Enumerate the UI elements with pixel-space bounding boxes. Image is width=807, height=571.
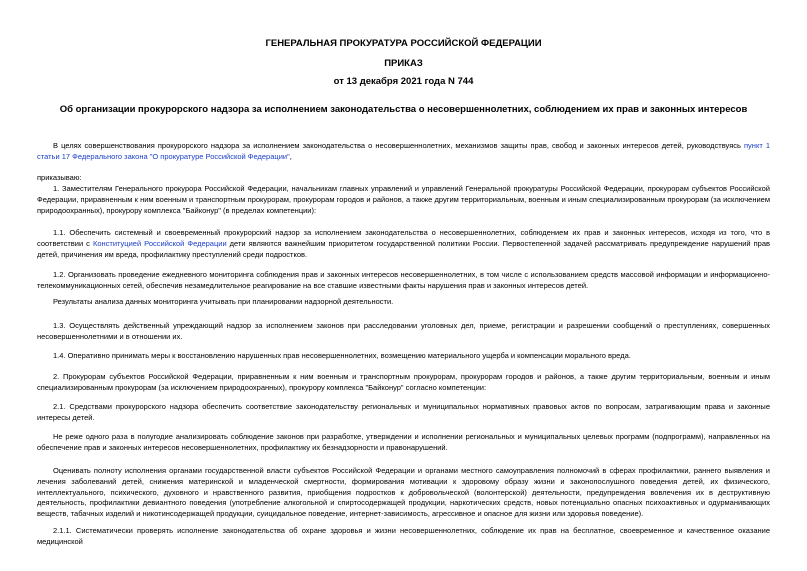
doc-type-heading: ПРИКАЗ [384,58,423,69]
preamble-paragraph [37,141,770,163]
paragraph-1-1 [37,228,770,260]
preamble-text: В целях совершенствования прокурорского надзора за исполнением законодательства о несовершеннолетних, механизмов защиты прав, свобод и законных интересов детей, руководствуясь [53,141,744,150]
preamble-end: , [289,151,292,161]
paragraph-1-1-end: дети являются важнейшим приоритетом государственной политики России. Первостепенной задачей рассматривать предупреждение нарушений прав детей, причинения им вреда, профилактику преступлений среди подростков. [37,238,771,259]
paragraph-1-3: 1.3. Осуществлять действенный упреждающий надзор за исполнением законов при расследовании уголовных дел, приеме, регистрации и разрешении сообщений о преступлениях, совершенных несовершеннолетними и в отношении их. [37,321,770,341]
paragraph-2-1: 2.1. Средствами прокурорского надзора обеспечить соответствие законодательству региональных и муниципальных нормативных правовых актов по вопросам, затрагивающим права и законные интересы детей. [37,402,770,422]
paragraph-2-1c: Оценивать полноту исполнения органами государственной власти субъектов Российской Федерации и органами местного самоуправления полномочий в сферах профилактики, раннего выявления и лечения заболеваний детей, снижения материнской и младенческой смертности, формирования мотивации к здоровому образу жизни и законопослушного поведения детей, их физического, интеллектуального, психического, духовного и нравственного развития, приобщения подростков к добровольческой (волонтерской) деятельности, предупреждения вовлечения их в деструктивную деятельность, профилактики девиантного поведения (употребление алкогольной и спиртосодержащей продукции, наркотических средств, новых потенциально опасных психоактивных и одурманивающих веществ, табачных изделий и никотинсодержащей продукции, суицидальное поведение, интернет-зависимость, агрессивное и опасное для жизни или здоровья поведение). [37,466,770,519]
doc-date-number: от 13 декабря 2021 года N 744 [333,76,474,87]
paragraph-2-1-1: 2.1.1. Систематически проверять исполнение законодательства об охране здоровья и жизни несовершеннолетних, соблюдение их прав на бесплатное, своевременное и качественное оказание медицинской [37,526,770,546]
org-heading: ГЕНЕРАЛЬНАЯ ПРОКУРАТУРА РОССИЙСКОЙ ФЕДЕРАЦИИ [265,38,542,49]
paragraph-1: 1. Заместителям Генерального прокурора Российской Федерации, начальникам главных управлений и управлений Генеральной прокуратуры Российской Федерации, прокурорам субъектов Российской Федерации, приравненным к ним военным и транспортным прокурорам, прокурорам городов и районов, а также другим территориальным, военным и иным специализированным прокурорам (за исключением природоохранных), прокурору комплекса "Байконур" (в пределах компетенции): [37,184,770,215]
paragraph-1-1-start: 1.1. Обеспечить системный и своевременный прокурорский надзор за исполнением законодательства о несовершеннолетних, соблюдением их прав и законных интересов, исходя из того, что в соответствии с [37,228,770,248]
doc-title: Об организации прокурорского надзора за исполнением законодательства о несовершеннолетних, соблюдением их прав и законных интересов [59,104,748,115]
paragraph-1-2b: Результаты анализа данных мониторинга учитывать при планировании надзорной деятельности. [53,297,394,306]
link-constitution[interactable]: Конституцией Российской Федерации [92,238,227,248]
paragraph-2-1b: Не реже одного раза в полугодие анализировать соблюдение законов при разработке, утверждении и исполнении региональных и муниципальных целевых программ (подпрограмм), направленных на обеспечение прав и законных интересов несовершеннолетних, профилактику их безнадзорности и правонарушений. [37,432,770,452]
link-federal-law-article[interactable]: пункт 1 статьи 17 Федерального закона "О прокуратуре Российской Федерации" [37,141,770,161]
order-word: приказываю: [37,173,82,182]
paragraph-2: 2. Прокурорам субъектов Российской Федерации, приравненным к ним военным и транспортным прокурорам, прокурорам городов и районов, а также другим территориальным, военным и иным специализированным прокурорам (за исключением природоохранных), прокурору комплекса "Байконур" согласно компетенции: [37,372,770,392]
paragraph-1-4: 1.4. Оперативно принимать меры к восстановлению нарушенных прав несовершеннолетних, возмещению материального ущерба и компенсации морального вреда. [53,351,631,360]
paragraph-1-2: 1.2. Организовать проведение ежедневного мониторинга соблюдения прав и законных интересов несовершеннолетних, в том числе с использованием средств массовой информации и информационно-телекоммуникационных сетей, обеспечив незамедлительное реагирование на все ставшие известными факты нарушения прав и законных интересов детей. [37,270,770,290]
